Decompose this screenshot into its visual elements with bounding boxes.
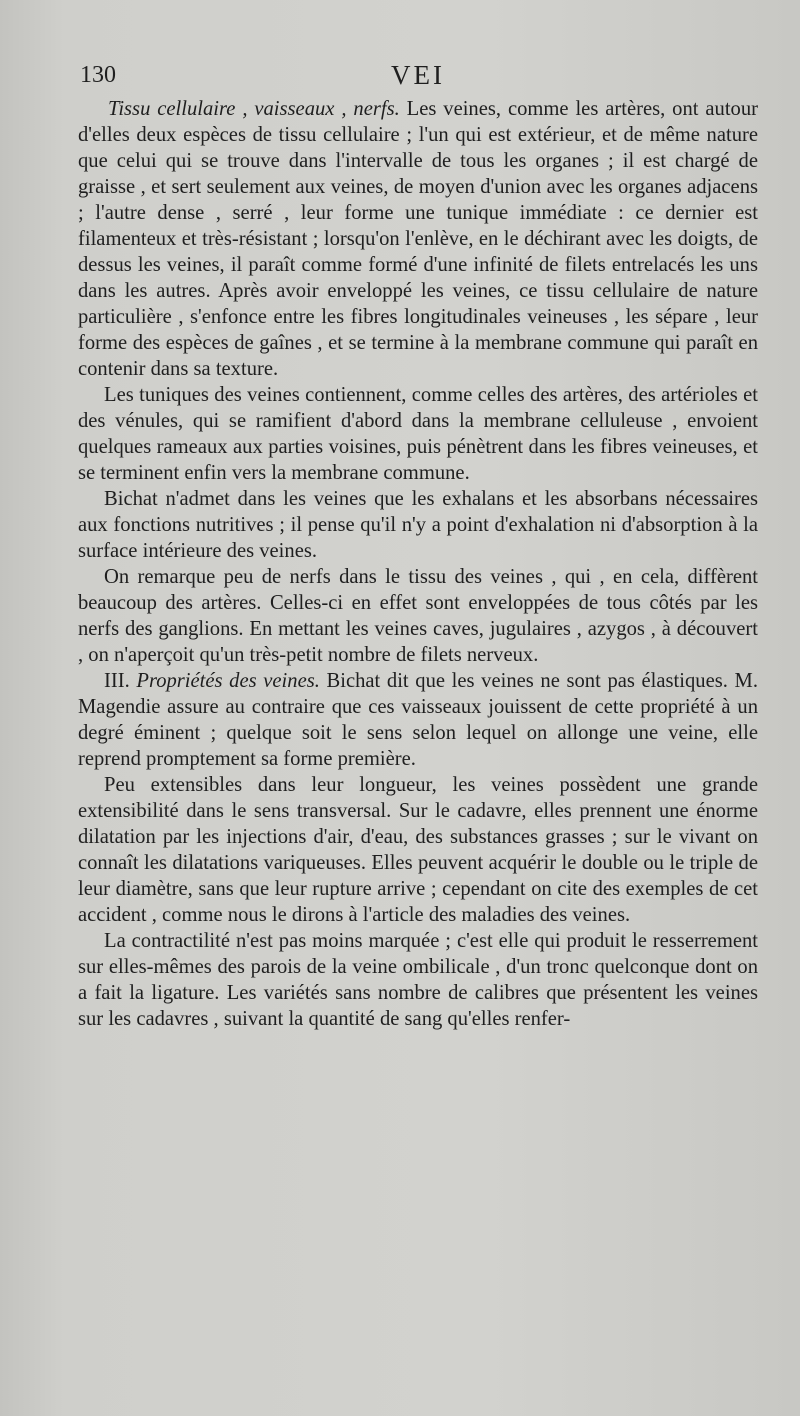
section-lead: Tissu cellulaire , vaisseaux , nerfs.	[108, 98, 400, 120]
paragraph-bichat	[78, 486, 758, 564]
section-lead: Propriétés des veines.	[136, 670, 320, 692]
section-number: III.	[104, 670, 130, 692]
paragraph-text: Bichat dit que les veines ne sont pas élastiques. M. Magendie assure au contraire que ces vaisseaux jouissent de cette propriété à un degré éminent ; quelque soit le sens selon lequel on allonge une veine, elle reprend promptement sa forme première.	[78, 670, 758, 770]
body-text	[78, 96, 758, 1032]
paragraph-tuniques	[78, 382, 758, 486]
paragraph-extensibles	[78, 772, 758, 928]
paragraph-text: Les tuniques des veines contiennent, comme celles des artères, des artérioles et des vénules, qui se ramifient d'abord dans la membrane celluleuse , envoient quelques rameaux aux parties voisines, puis pénètrent dans les fibres veineuses, et se terminent enfin vers la membrane commune.	[78, 384, 758, 484]
running-head	[78, 60, 758, 96]
paragraph-tissu	[78, 96, 758, 382]
page-number: 130	[80, 62, 116, 88]
paragraph-text: Bichat n'admet dans les veines que les exhalans et les absorbans nécessaires aux fonctions nutritives ; il pense qu'il n'y a point d'exhalation ni d'absorption à la surface intérieure des veines.	[78, 488, 758, 562]
page-header-title: VEI	[391, 60, 445, 90]
paragraph-text: Les veines, comme les artères, ont autour d'elles deux espèces de tissu cellulaire ; l'un qui est extérieur, et de même nature que celui qui se trouve dans l'intervalle de tous les organes ; il est chargé de graisse , et sert seulement aux veines, de moyen d'union avec les organes adjacens ; l'autre dense , serré , leur forme une tunique immédiate : ce dernier est filamenteux et très-résistant ; lorsqu'on l'enlève, en le déchirant avec les doigts, de dessus les veines, il paraît comme formé d'une infinité de filets entrelacés les uns dans les autres. Après avoir enveloppé les veines, ce tissu cellulaire de nature particulière , s'enfonce entre les fibres longitudinales veineuses , les sépare , leur forme des espèces de gaînes , et se termine à la membrane commune qui paraît en contenir dans sa texture.	[78, 98, 758, 380]
paragraph-text: La contractilité n'est pas moins marquée ; c'est elle qui produit le resserrement sur elles-mêmes des parois de la veine ombilicale , d'un tronc quelconque dont on a fait la ligature. Les variétés sans nombre de calibres que présentent les veines sur les cadavres , suivant la quantité de sang qu'elles renfer-	[78, 930, 758, 1030]
paragraph-proprietes	[78, 668, 758, 772]
paragraph-text: Peu extensibles dans leur longueur, les veines possèdent une grande extensibilité dans le sens transversal. Sur le cadavre, elles prennent une énorme dilatation par les injections d'air, d'eau, des substances grasses ; sur le vivant on connaît les dilatations variqueuses. Elles peuvent acquérir le double ou le triple de leur diamètre, sans que leur rupture arrive ; cependant on cite des exemples de cet accident , comme nous le dirons à l'article des maladies des veines.	[78, 774, 758, 926]
paragraph-nerfs	[78, 564, 758, 668]
paragraph-text: On remarque peu de nerfs dans le tissu des veines , qui , en cela, diffèrent beaucoup des artères. Celles-ci en effet sont enveloppées de tous côtés par les nerfs des ganglions. En mettant les veines caves, jugulaires , azygos , à découvert , on n'aperçoit qu'un très-petit nombre de filets nerveux.	[78, 566, 758, 666]
paragraph-contractilite	[78, 928, 758, 1032]
